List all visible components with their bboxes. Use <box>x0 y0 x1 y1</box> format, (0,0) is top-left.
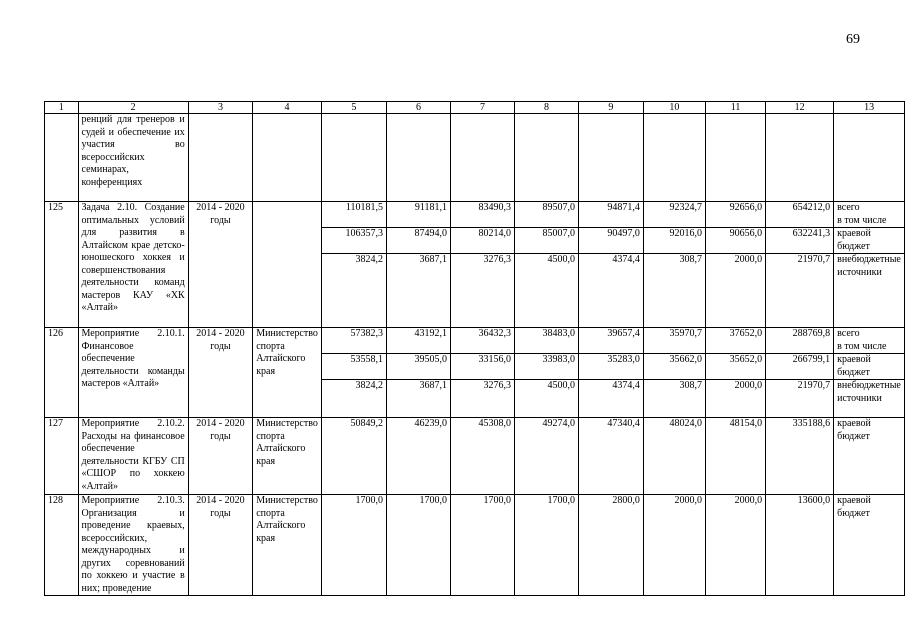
empty-cell <box>386 114 450 202</box>
period: 2014 - 2020 годы <box>188 418 252 495</box>
amount-cell <box>578 215 643 228</box>
amount-cell: 13600,0 <box>766 495 834 596</box>
amount-cell <box>514 215 578 228</box>
page-number: 69 <box>846 32 860 47</box>
amount-cell <box>766 215 834 228</box>
empty-cell <box>834 114 905 202</box>
amount-cell <box>321 341 386 354</box>
funding-source: в том числе <box>834 341 905 354</box>
funding-source: краевой бюджет <box>834 495 905 596</box>
amount-cell <box>705 215 765 228</box>
funding-source: внебюджетные источники <box>834 380 905 418</box>
amount-cell: 92324,7 <box>643 202 705 215</box>
continuation-text: ренций для тренеров и судей и обеспечение их участия во всероссийских семинарах, конференциях <box>78 114 188 202</box>
column-header: 1 <box>45 102 79 114</box>
empty-cell <box>321 114 386 202</box>
amount-cell: 85007,0 <box>514 228 578 254</box>
column-header: 13 <box>834 102 905 114</box>
empty-cell <box>188 114 252 202</box>
amount-cell: 80214,0 <box>450 228 514 254</box>
amount-cell: 1700,0 <box>450 495 514 596</box>
amount-cell: 57382,3 <box>321 328 386 341</box>
row-number: 127 <box>45 418 79 495</box>
empty-cell <box>766 114 834 202</box>
amount-cell: 47340,4 <box>578 418 643 495</box>
empty-cell <box>705 114 765 202</box>
amount-cell: 48154,0 <box>705 418 765 495</box>
continuation-row <box>45 114 905 202</box>
table-row <box>45 418 905 495</box>
column-header: 9 <box>578 102 643 114</box>
amount-cell: 38483,0 <box>514 328 578 341</box>
amount-cell: 35970,7 <box>643 328 705 341</box>
column-header: 12 <box>766 102 834 114</box>
amount-cell: 39657,4 <box>578 328 643 341</box>
amount-cell: 35662,0 <box>643 354 705 380</box>
column-header: 4 <box>253 102 322 114</box>
row-number: 126 <box>45 328 79 418</box>
funding-source: краевой бюджет <box>834 228 905 254</box>
column-header: 10 <box>643 102 705 114</box>
row-number: 125 <box>45 202 79 328</box>
row-number: 128 <box>45 495 79 596</box>
amount-cell: 35652,0 <box>705 354 765 380</box>
empty-cell <box>253 114 322 202</box>
funding-source: в том числе <box>834 215 905 228</box>
amount-cell: 90656,0 <box>705 228 765 254</box>
amount-cell: 266799,1 <box>766 354 834 380</box>
table-row <box>45 328 905 341</box>
executor: Министерство спорта Алтайского края <box>253 418 322 495</box>
amount-cell <box>386 341 450 354</box>
column-header: 3 <box>188 102 252 114</box>
funding-source: краевой бюджет <box>834 354 905 380</box>
amount-cell: 4500,0 <box>514 254 578 328</box>
empty-cell <box>643 114 705 202</box>
amount-cell: 37652,0 <box>705 328 765 341</box>
amount-cell: 106357,3 <box>321 228 386 254</box>
empty-cell <box>514 114 578 202</box>
measure-name: Мероприятие 2.10.1. Финансовое обеспечение деятельности команды мастеров «Алтай» <box>78 328 188 418</box>
amount-cell: 89507,0 <box>514 202 578 215</box>
amount-cell: 50849,2 <box>321 418 386 495</box>
amount-cell <box>766 341 834 354</box>
amount-cell <box>386 215 450 228</box>
amount-cell: 3276,3 <box>450 380 514 418</box>
amount-cell: 92656,0 <box>705 202 765 215</box>
amount-cell: 110181,5 <box>321 202 386 215</box>
amount-cell: 2000,0 <box>643 495 705 596</box>
amount-cell <box>578 341 643 354</box>
amount-cell: 2000,0 <box>705 495 765 596</box>
amount-cell: 33156,0 <box>450 354 514 380</box>
period: 2014 - 2020 годы <box>188 495 252 596</box>
amount-cell: 4374,4 <box>578 254 643 328</box>
amount-cell <box>514 341 578 354</box>
amount-cell: 45308,0 <box>450 418 514 495</box>
column-header: 11 <box>705 102 765 114</box>
amount-cell: 49274,0 <box>514 418 578 495</box>
amount-cell <box>643 215 705 228</box>
amount-cell: 2000,0 <box>705 254 765 328</box>
column-header: 7 <box>450 102 514 114</box>
amount-cell: 43192,1 <box>386 328 450 341</box>
header-row <box>45 102 905 114</box>
period: 2014 - 2020 годы <box>188 202 252 328</box>
amount-cell: 2800,0 <box>578 495 643 596</box>
amount-cell: 308,7 <box>643 380 705 418</box>
amount-cell: 39505,0 <box>386 354 450 380</box>
amount-cell: 21970,7 <box>766 254 834 328</box>
empty-cell <box>45 114 79 202</box>
column-header: 2 <box>78 102 188 114</box>
amount-cell: 92016,0 <box>643 228 705 254</box>
amount-cell: 308,7 <box>643 254 705 328</box>
executor <box>253 202 322 328</box>
amount-cell: 35283,0 <box>578 354 643 380</box>
amount-cell: 1700,0 <box>321 495 386 596</box>
amount-cell: 46239,0 <box>386 418 450 495</box>
table-row <box>45 495 905 596</box>
amount-cell: 48024,0 <box>643 418 705 495</box>
amount-cell: 1700,0 <box>514 495 578 596</box>
executor: Министерство спорта Алтайского края <box>253 328 322 418</box>
amount-cell: 3824,2 <box>321 380 386 418</box>
amount-cell: 654212,0 <box>766 202 834 215</box>
amount-cell: 4500,0 <box>514 380 578 418</box>
amount-cell: 36432,3 <box>450 328 514 341</box>
empty-cell <box>578 114 643 202</box>
amount-cell: 632241,3 <box>766 228 834 254</box>
measure-name: Мероприятие 2.10.3. Организация и проведение краевых, всероссийских, международных и других соревнований по хоккею и участие в них; проведение <box>78 495 188 596</box>
funding-source: краевой бюджет <box>834 418 905 495</box>
measure-name: Задача 2.10. Создание оптимальных условий для развития в Алтайском крае детско-юношеского хоккея и совершенствования деятельности команд мастеров КАУ «ХК «Алтай» <box>78 202 188 328</box>
amount-cell: 4374,4 <box>578 380 643 418</box>
period: 2014 - 2020 годы <box>188 328 252 418</box>
amount-cell: 1700,0 <box>386 495 450 596</box>
amount-cell <box>643 341 705 354</box>
amount-cell: 87494,0 <box>386 228 450 254</box>
amount-cell <box>450 215 514 228</box>
executor: Министерство спорта Алтайского края <box>253 495 322 596</box>
amount-cell: 91181,1 <box>386 202 450 215</box>
funding-source: всего <box>834 202 905 215</box>
funding-source: всего <box>834 328 905 341</box>
column-header: 6 <box>386 102 450 114</box>
column-header: 8 <box>514 102 578 114</box>
amount-cell: 94871,4 <box>578 202 643 215</box>
amount-cell <box>321 215 386 228</box>
amount-cell: 335188,6 <box>766 418 834 495</box>
amount-cell: 83490,3 <box>450 202 514 215</box>
amount-cell: 21970,7 <box>766 380 834 418</box>
amount-cell: 3824,2 <box>321 254 386 328</box>
amount-cell <box>450 341 514 354</box>
amount-cell: 90497,0 <box>578 228 643 254</box>
amount-cell: 2000,0 <box>705 380 765 418</box>
amount-cell: 3687,1 <box>386 380 450 418</box>
amount-cell: 33983,0 <box>514 354 578 380</box>
amount-cell: 53558,1 <box>321 354 386 380</box>
budget-table <box>44 101 905 596</box>
amount-cell: 3687,1 <box>386 254 450 328</box>
amount-cell <box>705 341 765 354</box>
column-header: 5 <box>321 102 386 114</box>
amount-cell: 288769,8 <box>766 328 834 341</box>
measure-name: Мероприятие 2.10.2. Расходы на финансовое обеспечение деятельности КГБУ СП «СШОР по хоккею «Алтай» <box>78 418 188 495</box>
amount-cell: 3276,3 <box>450 254 514 328</box>
table-row <box>45 202 905 215</box>
funding-source: внебюджетные источники <box>834 254 905 328</box>
empty-cell <box>450 114 514 202</box>
